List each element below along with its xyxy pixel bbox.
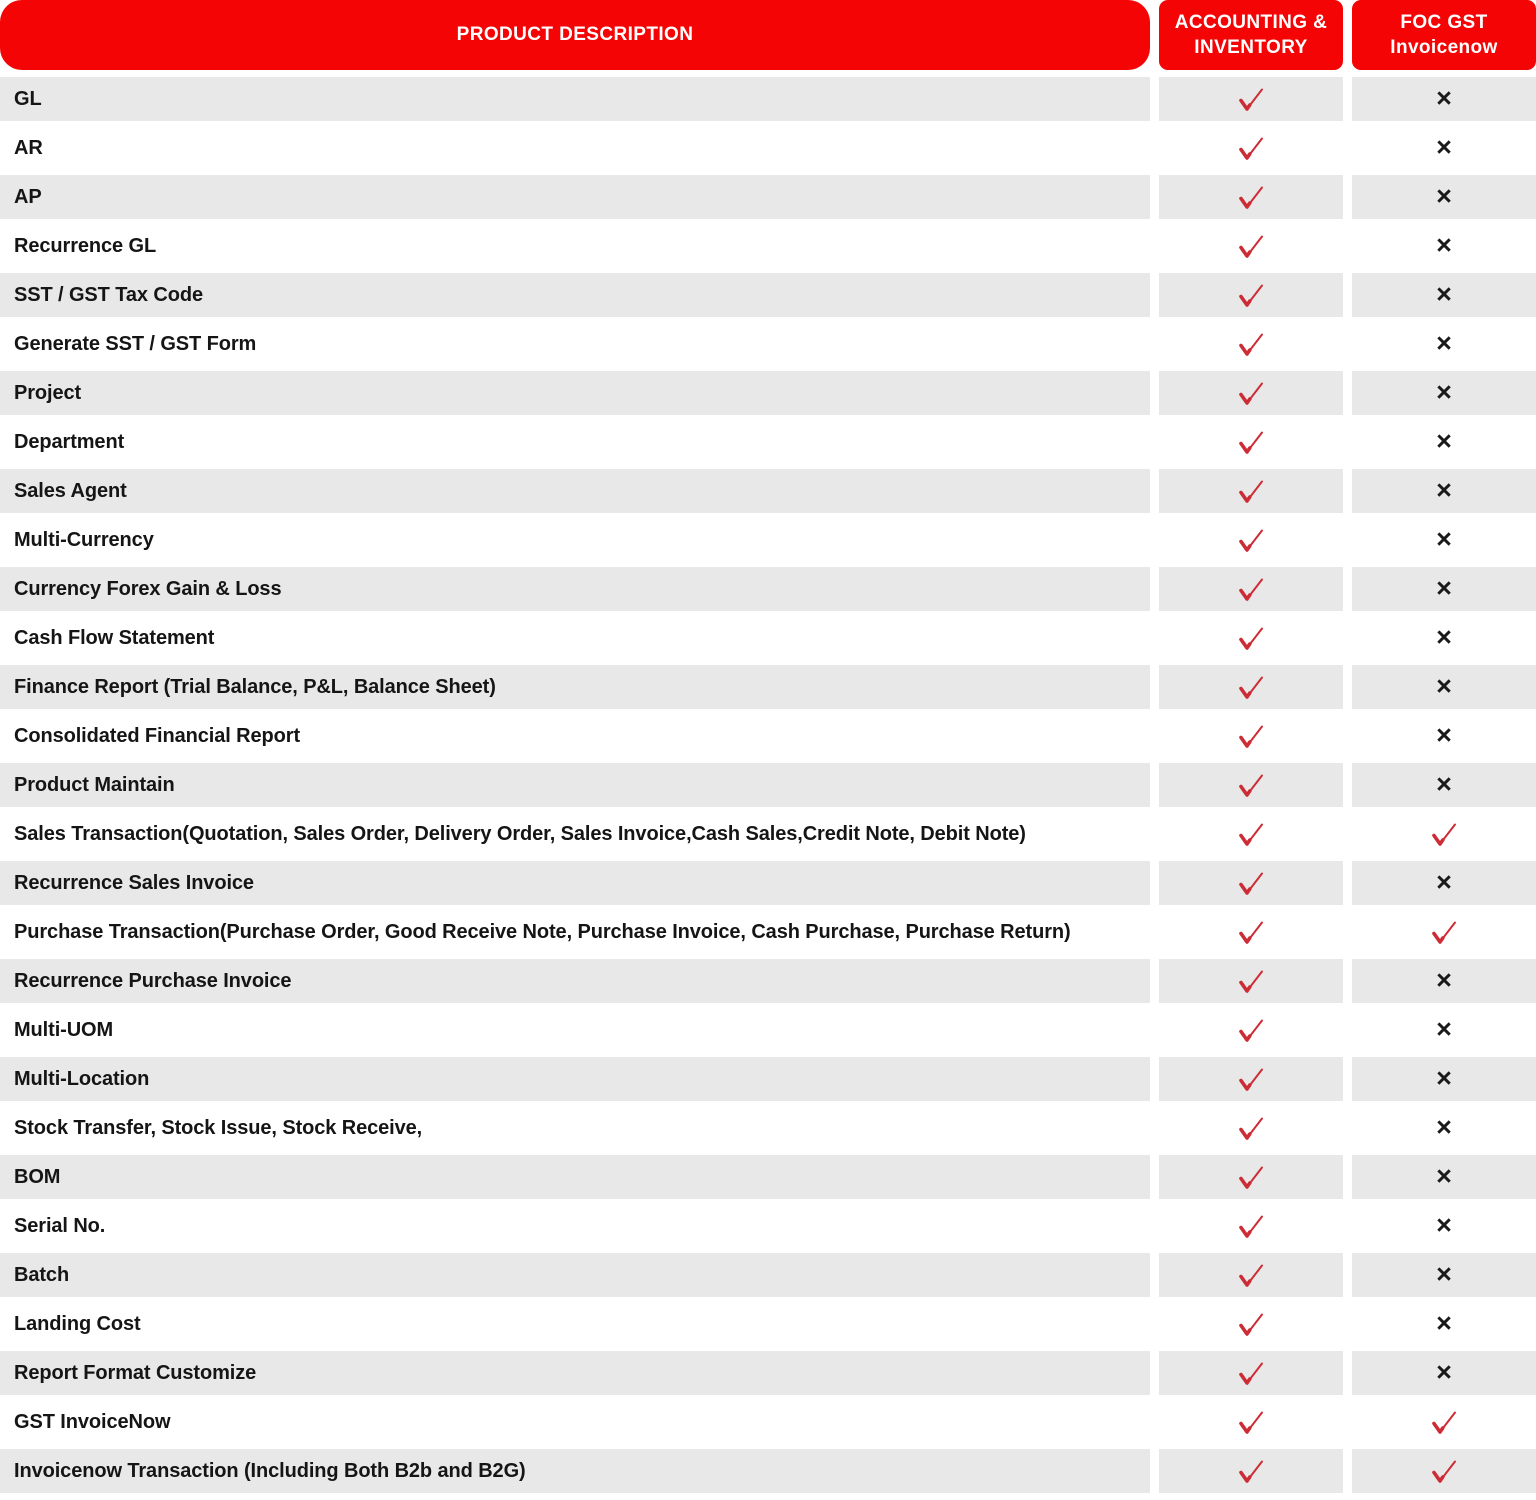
product-description-cell [0,665,1150,709]
table-row [0,175,1536,219]
foc-gst-invoicenow-cell [1352,1204,1536,1248]
feature-label: GL [14,87,42,110]
foc-gst-invoicenow-cell [1352,714,1536,758]
cross-icon: × [1436,964,1452,995]
table-row [0,665,1536,709]
feature-label: Currency Forex Gain & Loss [14,577,282,600]
check-icon [1236,1311,1266,1338]
foc-gst-invoicenow-cell [1352,1253,1536,1297]
foc-gst-invoicenow-cell [1352,469,1536,513]
product-description-cell [0,518,1150,562]
foc-gst-invoicenow-cell [1352,567,1536,611]
cross-icon: × [1436,1356,1452,1387]
check-icon [1429,919,1459,946]
cross-icon: × [1436,327,1452,358]
table-row [0,616,1536,660]
table-row [0,1253,1536,1297]
accounting-inventory-cell [1159,665,1343,709]
table-row [0,518,1536,562]
accounting-inventory-cell [1159,812,1343,856]
check-icon [1236,86,1266,113]
feature-label: Stock Transfer, Stock Issue, Stock Receive, [14,1116,423,1139]
foc-gst-invoicenow-cell [1352,1008,1536,1052]
table-row [0,910,1536,954]
cross-icon: × [1436,866,1452,897]
check-icon [1236,576,1266,603]
check-icon [1236,429,1266,456]
table-row [0,273,1536,317]
cross-icon: × [1436,1258,1452,1289]
foc-gst-invoicenow-cell [1352,910,1536,954]
foc-gst-invoicenow-cell [1352,273,1536,317]
foc-gst-invoicenow-cell [1352,126,1536,170]
product-description-cell [0,322,1150,366]
check-icon [1236,919,1266,946]
table-row [0,1057,1536,1101]
accounting-inventory-cell [1159,371,1343,415]
cross-icon: × [1436,1013,1452,1044]
product-description-cell [0,910,1150,954]
accounting-inventory-cell [1159,1106,1343,1150]
feature-label: Batch [14,1263,70,1286]
check-icon [1236,184,1266,211]
check-icon [1236,331,1266,358]
check-icon [1429,1409,1459,1436]
column-header-product-description: PRODUCT DESCRIPTION [0,0,1150,70]
cross-icon: × [1436,719,1452,750]
check-icon [1236,1115,1266,1142]
check-icon [1429,821,1459,848]
foc-gst-invoicenow-cell [1352,1155,1536,1199]
check-icon [1236,233,1266,260]
cross-icon: × [1436,425,1452,456]
feature-label: Recurrence GL [14,234,157,257]
feature-label: Multi-Currency [14,528,154,551]
check-icon [1236,772,1266,799]
table-row [0,224,1536,268]
feature-label: Cash Flow Statement [14,626,215,649]
product-description-cell [0,1449,1150,1493]
product-description-cell [0,959,1150,1003]
product-description-cell [0,1008,1150,1052]
check-icon [1236,1360,1266,1387]
cross-icon: × [1436,229,1452,260]
accounting-inventory-cell [1159,1351,1343,1395]
foc-gst-invoicenow-cell [1352,1400,1536,1444]
check-icon [1236,1066,1266,1093]
accounting-inventory-cell [1159,959,1343,1003]
foc-gst-invoicenow-cell [1352,420,1536,464]
table-row [0,322,1536,366]
accounting-inventory-cell [1159,1155,1343,1199]
feature-label: Generate SST / GST Form [14,332,257,355]
feature-label: Sales Agent [14,479,127,502]
check-icon [1236,478,1266,505]
table-row [0,1302,1536,1346]
cross-icon: × [1436,768,1452,799]
feature-label: AR [14,136,43,159]
product-description-cell [0,273,1150,317]
product-description-cell [0,224,1150,268]
cross-icon: × [1436,621,1452,652]
accounting-inventory-cell [1159,714,1343,758]
feature-label: Serial No. [14,1214,106,1237]
check-icon [1429,1458,1459,1485]
product-description-cell [0,175,1150,219]
table-row [0,77,1536,121]
feature-label: Multi-UOM [14,1018,114,1041]
check-icon [1236,821,1266,848]
check-icon [1236,674,1266,701]
table-row [0,420,1536,464]
product-description-cell [0,1155,1150,1199]
feature-label: Consolidated Financial Report [14,724,301,747]
product-description-cell [0,812,1150,856]
feature-label: AP [14,185,42,208]
check-icon [1236,968,1266,995]
table-row [0,812,1536,856]
check-icon [1236,1213,1266,1240]
check-icon [1236,870,1266,897]
feature-label: Department [14,430,125,453]
accounting-inventory-cell [1159,322,1343,366]
accounting-inventory-cell [1159,273,1343,317]
cross-icon: × [1436,180,1452,211]
accounting-inventory-cell [1159,1253,1343,1297]
check-icon [1236,282,1266,309]
check-icon [1236,1262,1266,1289]
product-description-cell [0,1302,1150,1346]
feature-label: Multi-Location [14,1067,150,1090]
check-icon [1236,1017,1266,1044]
accounting-inventory-cell [1159,420,1343,464]
cross-icon: × [1436,1307,1452,1338]
cross-icon: × [1436,1209,1452,1240]
accounting-inventory-cell [1159,77,1343,121]
foc-gst-invoicenow-cell [1352,175,1536,219]
check-icon [1236,527,1266,554]
foc-gst-invoicenow-cell [1352,1106,1536,1150]
check-icon [1236,625,1266,652]
feature-label: Report Format Customize [14,1361,257,1384]
foc-gst-invoicenow-cell [1352,665,1536,709]
accounting-inventory-cell [1159,518,1343,562]
foc-gst-invoicenow-cell [1352,1449,1536,1493]
accounting-inventory-cell [1159,1400,1343,1444]
accounting-inventory-cell [1159,1057,1343,1101]
feature-label: Purchase Transaction(Purchase Order, Good Receive Note, Purchase Invoice, Cash Purchase, Purchase Return) [14,920,1071,943]
check-icon [1236,135,1266,162]
column-header-foc-gst-invoicenow: FOC GST Invoicenow [1352,0,1536,70]
table-row [0,1155,1536,1199]
accounting-inventory-cell [1159,224,1343,268]
table-header-row [0,0,1536,70]
foc-gst-invoicenow-cell [1352,1302,1536,1346]
product-description-cell [0,616,1150,660]
product-description-cell [0,861,1150,905]
cross-icon: × [1436,474,1452,505]
table-row [0,1400,1536,1444]
table-row [0,1008,1536,1052]
foc-gst-invoicenow-cell [1352,518,1536,562]
cross-icon: × [1436,1062,1452,1093]
product-description-cell [0,1106,1150,1150]
foc-gst-invoicenow-cell [1352,812,1536,856]
feature-label: Product Maintain [14,773,175,796]
feature-label: Finance Report (Trial Balance, P&L, Balance Sheet) [14,675,496,698]
check-icon [1236,1409,1266,1436]
table-row [0,1351,1536,1395]
table-row [0,1106,1536,1150]
check-icon [1236,380,1266,407]
product-description-cell [0,763,1150,807]
table-row [0,763,1536,807]
feature-label: Landing Cost [14,1312,141,1335]
foc-gst-invoicenow-cell [1352,861,1536,905]
check-icon [1236,1164,1266,1191]
table-row [0,959,1536,1003]
accounting-inventory-cell [1159,126,1343,170]
table-row [0,371,1536,415]
cross-icon: × [1436,82,1452,113]
accounting-inventory-cell [1159,910,1343,954]
cross-icon: × [1436,572,1452,603]
cross-icon: × [1436,1160,1452,1191]
feature-label: Project [14,381,82,404]
table-row [0,1204,1536,1248]
table-row [0,126,1536,170]
accounting-inventory-cell [1159,1302,1343,1346]
foc-gst-invoicenow-cell [1352,77,1536,121]
accounting-inventory-cell [1159,861,1343,905]
accounting-inventory-cell [1159,616,1343,660]
product-description-cell [0,1057,1150,1101]
feature-label: GST InvoiceNow [14,1410,171,1433]
feature-label: BOM [14,1165,61,1188]
table-body [0,77,1536,1493]
accounting-inventory-cell [1159,763,1343,807]
product-description-cell [0,469,1150,513]
feature-label: Sales Transaction(Quotation, Sales Order, Delivery Order, Sales Invoice,Cash Sales,Credit Note, Debit Note) [14,822,1026,845]
cross-icon: × [1436,670,1452,701]
cross-icon: × [1436,1111,1452,1142]
accounting-inventory-cell [1159,175,1343,219]
foc-gst-invoicenow-cell [1352,616,1536,660]
foc-gst-invoicenow-cell [1352,322,1536,366]
product-description-cell [0,1253,1150,1297]
accounting-inventory-cell [1159,1204,1343,1248]
foc-gst-invoicenow-cell [1352,371,1536,415]
product-description-cell [0,1204,1150,1248]
table-row [0,714,1536,758]
feature-label: Recurrence Sales Invoice [14,871,254,894]
product-description-cell [0,77,1150,121]
feature-label: Recurrence Purchase Invoice [14,969,292,992]
check-icon [1236,723,1266,750]
accounting-inventory-cell [1159,1008,1343,1052]
foc-gst-invoicenow-cell [1352,1351,1536,1395]
check-icon [1236,1458,1266,1485]
foc-gst-invoicenow-cell [1352,959,1536,1003]
table-row [0,1449,1536,1493]
table-row [0,861,1536,905]
accounting-inventory-cell [1159,469,1343,513]
foc-gst-invoicenow-cell [1352,1057,1536,1101]
product-description-cell [0,1400,1150,1444]
product-description-cell [0,126,1150,170]
product-description-cell [0,567,1150,611]
column-header-accounting-inventory: ACCOUNTING & INVENTORY [1159,0,1343,70]
product-description-cell [0,714,1150,758]
table-row [0,567,1536,611]
cross-icon: × [1436,278,1452,309]
cross-icon: × [1436,376,1452,407]
feature-label: SST / GST Tax Code [14,283,203,306]
feature-label: Invoicenow Transaction (Including Both B2b and B2G) [14,1459,526,1482]
product-description-cell [0,1351,1150,1395]
accounting-inventory-cell [1159,1449,1343,1493]
product-description-cell [0,420,1150,464]
accounting-inventory-cell [1159,567,1343,611]
table-row [0,469,1536,513]
foc-gst-invoicenow-cell [1352,763,1536,807]
cross-icon: × [1436,523,1452,554]
cross-icon: × [1436,131,1452,162]
product-description-cell [0,371,1150,415]
foc-gst-invoicenow-cell [1352,224,1536,268]
